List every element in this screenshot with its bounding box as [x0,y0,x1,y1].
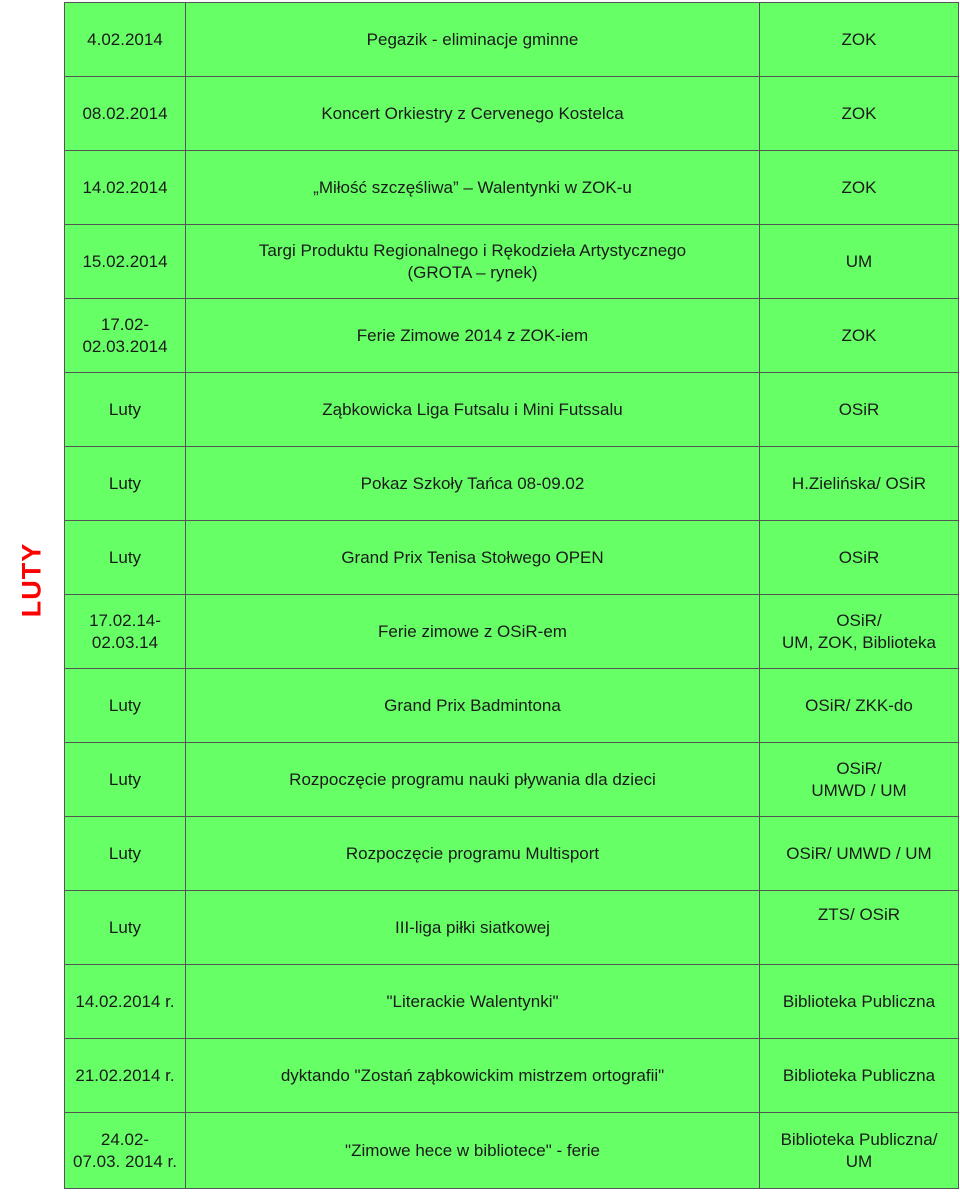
event-organizer: OSiR/ ZKK-do [760,669,959,743]
event-title: Pokaz Szkoły Tańca 08-09.02 [186,447,760,521]
table-row [65,225,959,299]
table-row [65,891,959,965]
event-date: Luty [65,891,186,965]
event-title: Ferie zimowe z OSiR-em [186,595,760,669]
month-label: LUTY [16,542,47,618]
event-organizer: UM [760,225,959,299]
event-organizer: OSiR/ UMWD / UM [760,817,959,891]
event-date: Luty [65,817,186,891]
event-date: 17.02.14- 02.03.14 [65,595,186,669]
event-organizer: H.Zielińska/ OSiR [760,447,959,521]
event-date: 17.02- 02.03.2014 [65,299,186,373]
month-column [0,0,64,1192]
table-row [65,965,959,1039]
event-organizer: Biblioteka Publiczna [760,965,959,1039]
table-row [65,1113,959,1189]
table-row [65,77,959,151]
event-title: III-liga piłki siatkowej [186,891,760,965]
event-organizer: ZOK [760,3,959,77]
event-organizer: OSiR/ UMWD / UM [760,743,959,817]
event-date: 21.02.2014 r. [65,1039,186,1113]
event-date: 24.02- 07.03. 2014 r. [65,1113,186,1189]
event-date: 08.02.2014 [65,77,186,151]
event-organizer: OSiR/ UM, ZOK, Biblioteka [760,595,959,669]
event-title: "Zimowe hece w bibliotece" - ferie [186,1113,760,1189]
event-title: Grand Prix Tenisa Stołwego OPEN [186,521,760,595]
event-title: Ząbkowicka Liga Futsalu i Mini Futssalu [186,373,760,447]
event-title: Pegazik - eliminacje gminne [186,3,760,77]
table-row [65,299,959,373]
event-date: 14.02.2014 r. [65,965,186,1039]
event-date: 15.02.2014 [65,225,186,299]
table-row [65,151,959,225]
table-row [65,595,959,669]
event-date: Luty [65,447,186,521]
event-date: Luty [65,669,186,743]
table-row [65,817,959,891]
event-date: Luty [65,743,186,817]
table-row [65,373,959,447]
event-organizer: ZOK [760,299,959,373]
event-title: Koncert Orkiestry z Cervenego Kostelca [186,77,760,151]
events-table [64,2,959,1189]
event-organizer: ZTS/ OSiR [760,891,959,965]
table-row [65,3,959,77]
event-organizer: ZOK [760,151,959,225]
table-row [65,521,959,595]
table-row [65,447,959,521]
table-row [65,743,959,817]
event-date: 4.02.2014 [65,3,186,77]
event-title: Ferie Zimowe 2014 z ZOK-iem [186,299,760,373]
event-title: Rozpoczęcie programu nauki pływania dla dzieci [186,743,760,817]
event-organizer: ZOK [760,77,959,151]
event-title: "Literackie Walentynki" [186,965,760,1039]
table-row [65,669,959,743]
event-title: „Miłość szczęśliwa” – Walentynki w ZOK-u [186,151,760,225]
event-title: Grand Prix Badmintona [186,669,760,743]
event-organizer: OSiR [760,373,959,447]
event-organizer: Biblioteka Publiczna [760,1039,959,1113]
event-date: 14.02.2014 [65,151,186,225]
event-organizer: Biblioteka Publiczna/ UM [760,1113,959,1189]
event-title: dyktando "Zostań ząbkowickim mistrzem ortografii" [186,1039,760,1113]
event-title: Targi Produktu Regionalnego i Rękodzieła Artystycznego (GROTA – rynek) [186,225,760,299]
table-row [65,1039,959,1113]
event-date: Luty [65,373,186,447]
event-organizer: OSiR [760,521,959,595]
event-date: Luty [65,521,186,595]
event-title: Rozpoczęcie programu Multisport [186,817,760,891]
